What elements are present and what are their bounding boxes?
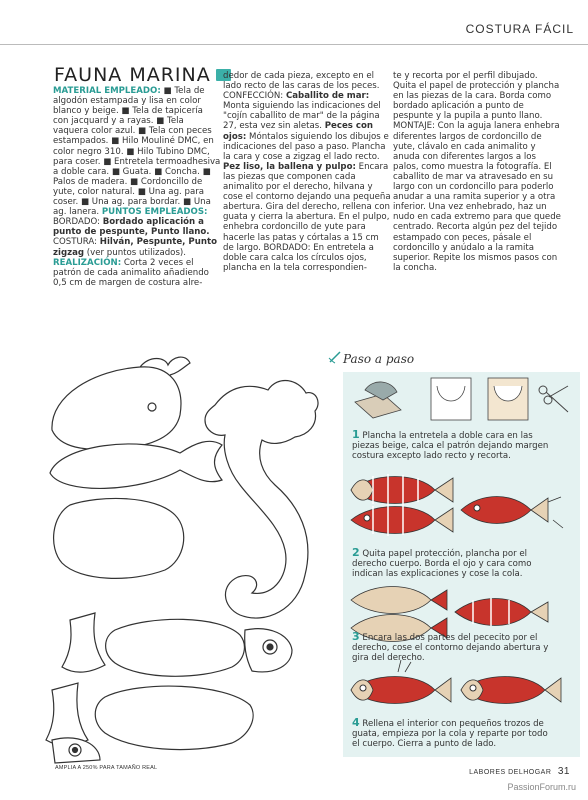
text-column-2 bbox=[223, 71, 391, 273]
peces-heading: Peces con ojos: bbox=[223, 121, 373, 142]
sewing-patterns bbox=[0, 345, 340, 765]
watermark: PassionForum.ru bbox=[507, 782, 576, 792]
pattern-note: AMPLIA A 250% PARA TAMAÑO REAL bbox=[55, 765, 158, 771]
iron-illustration bbox=[355, 382, 401, 418]
text-column-3 bbox=[393, 71, 563, 273]
article-title-row bbox=[54, 64, 231, 86]
col2-text-d: Encara las piezas que componen cada animalito por el derecho, hilvana y cose el contorno dejando una pequeña abertura. Gira del derecho, rellena con guata y cierra la abertura. En el pulpo, enhebra cordoncillo de yute para hacerle las patas y córtalas a 15 cm de largo. BORDADO: En entretela a doble cara calca los círculos ojos, plancha en la tela correspondien- bbox=[223, 161, 391, 273]
col2-text-b: Monta siguiendo las indicaciones del "cojín caballito de mar" de la página 27, esta vez sin aletas. bbox=[223, 101, 381, 132]
pez-heading: Pez liso, la ballena y pulpo: bbox=[223, 161, 356, 172]
realizacion-label: REALIZACIÓN: bbox=[53, 257, 122, 268]
step-1: 1 Plancha la entretela a doble cara en las piezas beige, calca el patrón dejando margen costura excepto lado recto y recorta. bbox=[352, 428, 549, 462]
puntos-label: PUNTOS EMPLEADOS: bbox=[101, 207, 208, 218]
fish-step2-illustration bbox=[351, 474, 563, 536]
octopus-pattern bbox=[54, 498, 184, 578]
whale-pattern bbox=[52, 357, 190, 449]
step-2: 2 Quita papel protección, plancha por el derecho cuerpo. Borda el ojo y cara como indican las explicaciones y cose la cola. bbox=[352, 546, 532, 580]
costura-tail: (ver puntos utilizados). bbox=[86, 247, 187, 258]
scissors-icon bbox=[539, 386, 568, 412]
fish-tail-pattern-2 bbox=[46, 683, 88, 745]
fish-body-pattern-2 bbox=[106, 619, 245, 676]
fish-tail-pattern bbox=[62, 613, 105, 672]
fish-pattern-1 bbox=[50, 441, 222, 488]
col3-text: te y recorta por el perfil dibujado. Quita el papel de protección y plancha en las piezas de la cara. Borda como bordado aplicación a punto de pespunte y la pupila a punto llano. MONTAJE: Con la aguja lanera enhebra diferentes largos de cordoncillo de yute, clávalo en cada animalito y anuda con diferentes largos a los palos, como muestra la fotografía. El caballito de mar va atravesado en su largo con un cordoncillo para poderlo anudar a una ramita superior y a otra inferior. Una vez enhebrado, haz un nudo en cada extremo para que quede centrado. Recorta algún pez del tejido estampado con peces, pásale el cordoncillo y anúdalo a la ramita superior. Repite los mismos pasos con la concha. bbox=[393, 71, 561, 273]
magazine-name: LABORES DELHOGAR bbox=[469, 769, 552, 776]
fish-body-pattern-3 bbox=[95, 686, 253, 750]
step-3: 3 Encara las dos partes del pececito por el derecho, cose el contorno dejando abertura y gira del derecho. bbox=[352, 630, 549, 664]
paso-a-paso-title: Paso a paso bbox=[343, 352, 415, 366]
costura-label: COSTURA: bbox=[53, 237, 98, 248]
page-number: 31 bbox=[557, 766, 570, 777]
needle-icon bbox=[328, 350, 342, 364]
step-4: 4 Rellena el interior con pequeños trozos de guata, empieza por la cola y reparte por todo el cuerpo. Cierra a punto de lado. bbox=[352, 716, 548, 750]
col2-text-c: Móntalos siguiendo los dibujos e indicaciones del paso a paso. Plancha la cara y cose a zigzag el lado recto. bbox=[223, 131, 389, 162]
fish-step4-illustration bbox=[351, 660, 561, 704]
seahorse-pattern bbox=[205, 380, 318, 618]
caballito-heading: Caballito de mar: bbox=[285, 91, 370, 102]
puntos-bordado-text: Bordado aplicación a punto de pespunte, Punto llano. bbox=[53, 217, 210, 238]
puntos-bordado-label: BORDADO: bbox=[53, 217, 100, 228]
section-title: COSTURA FÁCIL bbox=[465, 22, 574, 36]
realizacion-text: Corta 2 veces el patrón de cada animalito añadiendo 0,5 cm de margen de costura alre- bbox=[53, 257, 209, 288]
pattern-paper-illustrations bbox=[431, 378, 528, 420]
material-text: ■ Tela de algodón estampada y lisa en color blanco y beige. ■ Tela de tapicería con jacquard y a rayas. ■ Tela vaquera color azul. ■ Tela con peces estampados. ■ Hilo Mouliné DMC, en color negro 310. ■ Hilo Tubino DMC, para coser. ■ Entretela termoadhesiva a doble cara. ■ Guata. ■ Concha. ■ Palos de madera. ■ Cordoncillo de yute, color natural. ■ Una ag. para coser. ■ Una ag. para bordar. ■ Una ag. lanera. bbox=[53, 86, 221, 218]
header-rule bbox=[0, 44, 588, 45]
material-label: MATERIAL EMPLEADO: bbox=[53, 86, 161, 96]
col2-text-a: dedor de cada pieza, excepto en el lado recto de las caras de los peces. CONFECCIÓN: bbox=[223, 71, 380, 102]
page-footer bbox=[469, 766, 570, 777]
costura-text: Hilván, Pespunte, Punto zigzag bbox=[53, 237, 217, 258]
text-column-1 bbox=[53, 86, 221, 288]
article-title: FAUNA MARINA bbox=[54, 64, 211, 86]
